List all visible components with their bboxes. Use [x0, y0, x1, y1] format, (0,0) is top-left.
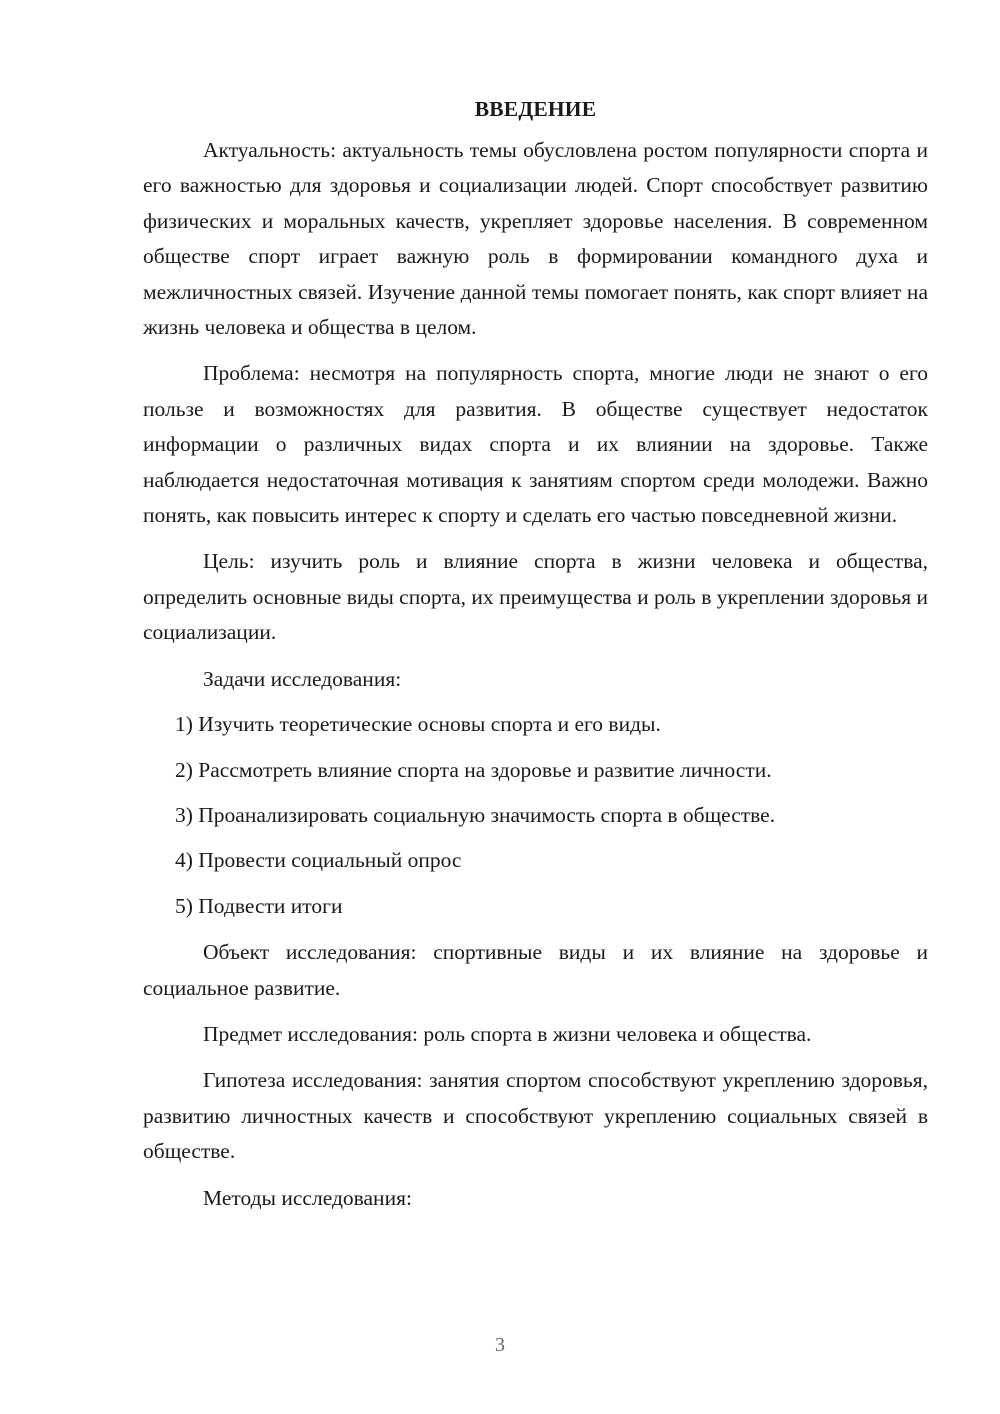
document-page: [143, 92, 928, 1216]
list-item: 1) Изучить теоретические основы спорта и его виды.: [175, 712, 661, 737]
methods-label: Методы исследования:: [203, 1185, 412, 1210]
paragraph-goal: Цель: изучить роль и влияние спорта в жизни человека и общества, определить основные виды спорта, их преимущества и роль в укреплении здоровья и социализации.: [143, 549, 928, 645]
list-item: 4) Провести социальный опрос: [175, 848, 462, 873]
paragraph-hypothesis: Гипотеза исследования: занятия спортом способствуют укреплению здоровья, развитию личностных качеств и способствуют укреплению социальных связей в обществе.: [143, 1068, 928, 1164]
page-number: 3: [495, 1334, 505, 1356]
list-item: 5) Подвести итоги: [175, 893, 343, 918]
list-item: 3) Проанализировать социальную значимость спорта в обществе.: [175, 802, 776, 827]
paragraph-object: Объект исследования: спортивные виды и их влияние на здоровье и социальное развитие.: [143, 940, 928, 1000]
paragraph-relevance: Актуальность: актуальность темы обусловлена ростом популярности спорта и его важностью для здоровья и социализации людей. Спорт способствует развитию физических и моральных качеств, укрепляет здоровье населения. В современном обществе спорт играет важную роль в формировании командного духа и межличностных связей. Изучение данной темы помогает понять, как спорт влияет на жизнь человека и общества в целом.: [143, 138, 928, 340]
list-item: 2) Рассмотреть влияние спорта на здоровье и развитие личности.: [175, 757, 772, 782]
tasks-label: Задачи исследования:: [203, 666, 402, 691]
paragraph-subject: Предмет исследования: роль спорта в жизни человека и общества.: [203, 1021, 812, 1046]
paragraph-problem: Проблема: несмотря на популярность спорта, многие люди не знают о его пользе и возможностях для развития. В обществе существует недостаток информации о различных видах спорта и их влиянии на здоровье. Также наблюдается недостаточная мотивация к занятиям спортом среди молодежи. Важно понять, как повысить интерес к спорту и сделать его частью повседневной жизни.: [143, 361, 928, 528]
page-title: ВВЕДЕНИЕ: [474, 97, 597, 121]
